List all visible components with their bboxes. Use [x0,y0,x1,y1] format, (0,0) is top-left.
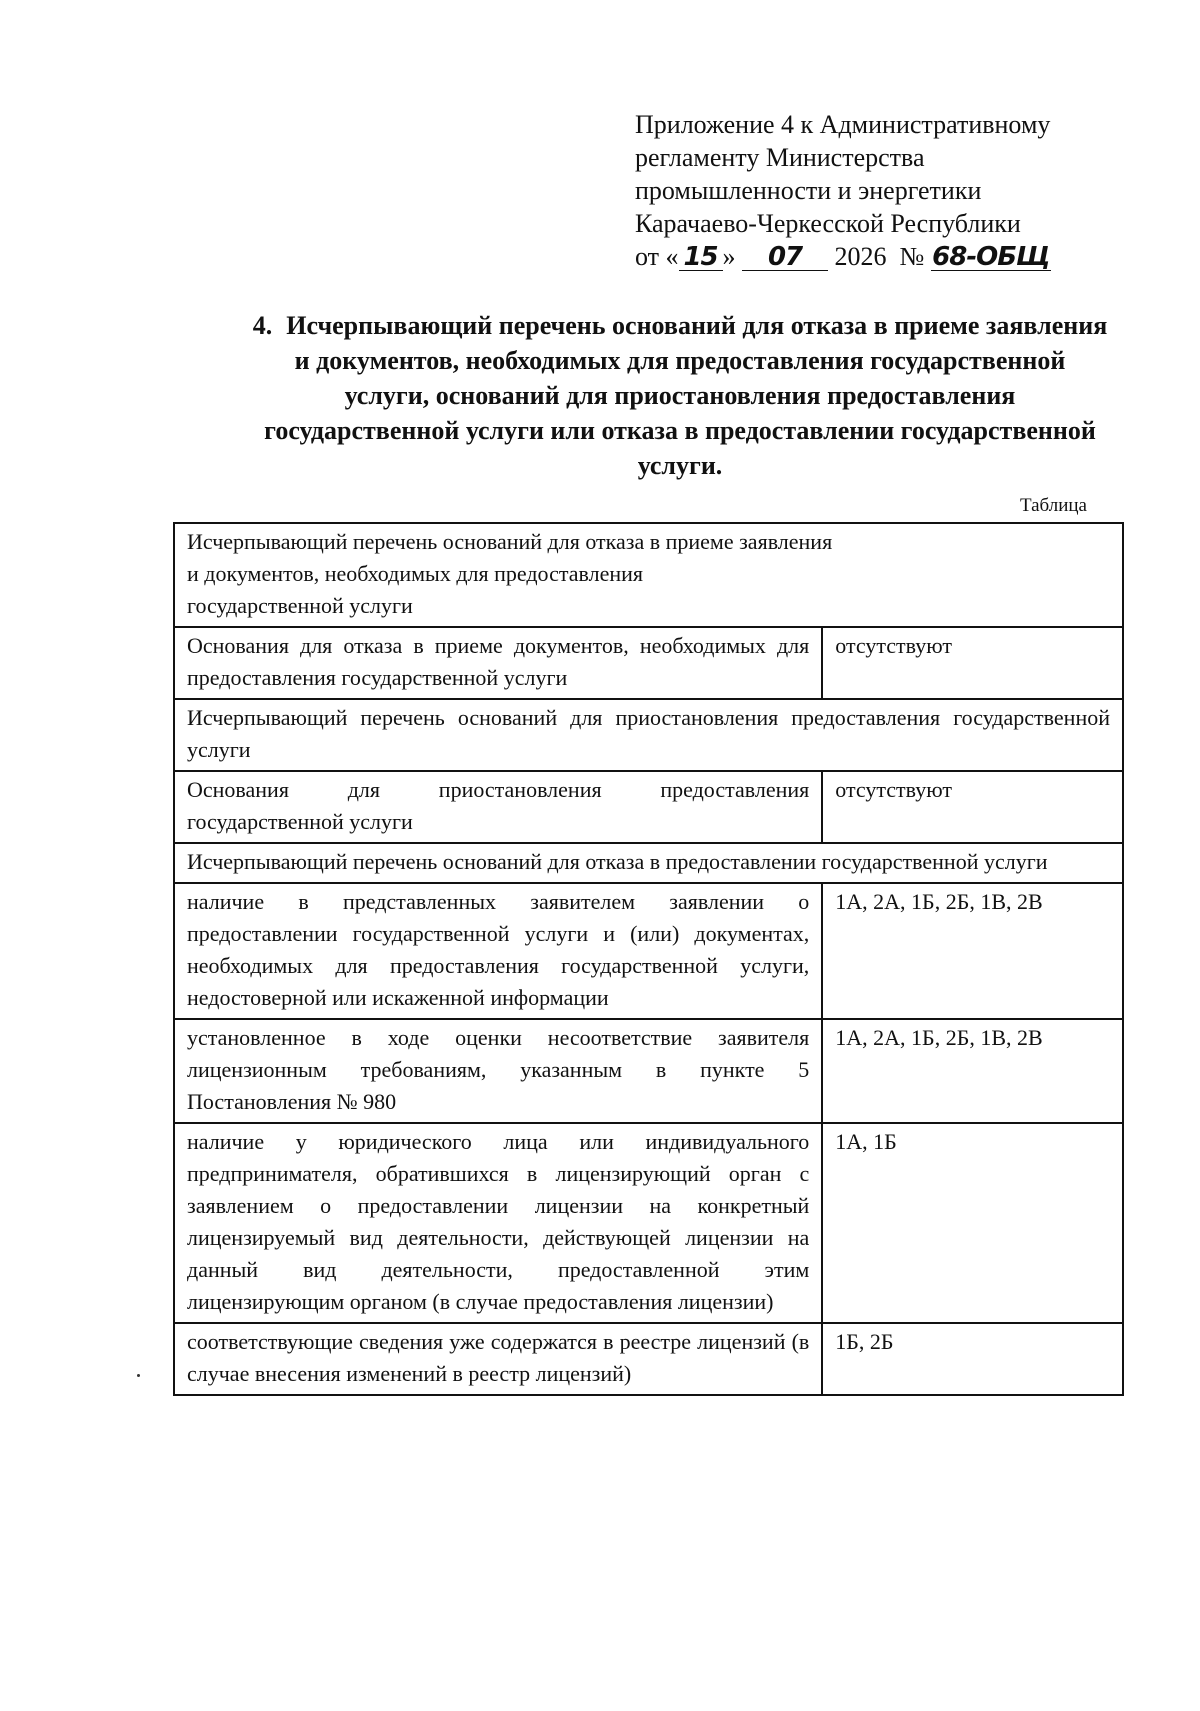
scan-speck [137,1374,140,1377]
attachment-line-1: Приложение 4 к Административному [635,110,1051,139]
header-line: государственной услуги [187,593,413,618]
table-cell-ground: Основания для отказа в приеме документов, необходимых для предоставления государственной услуги [174,627,822,699]
date-month-handwritten: 07 [742,244,828,271]
date-prefix: от « [635,242,679,271]
table-row [174,1123,1123,1323]
section-heading [250,308,1110,483]
table-cell-value: 1А, 2А, 1Б, 2Б, 1В, 2В [822,1019,1123,1123]
header-line: и документов, необходимых для предоставления [187,561,644,586]
table-row [174,883,1123,1019]
table-row [174,771,1123,843]
table-row [174,627,1123,699]
section-number: 4. [252,311,273,340]
date-mid: » [722,242,736,271]
attachment-block [635,108,1115,273]
table-cell-section: Исчерпывающий перечень оснований для отказа в предоставлении государственной услуги [174,843,1123,883]
attachment-line-4: Карачаево-Черкесской Республики [635,209,1021,238]
table-cell-value: 1А, 2А, 1Б, 2Б, 1В, 2В [822,883,1123,1019]
section-title: Исчерпывающий перечень оснований для отказа в приеме заявления и документов, необходимых для предоставления государственной услуги, оснований для приостановления предоставления государственной услуги или отказа в предоставлении государственной услуги. [264,311,1108,480]
number-sign: № [899,242,925,271]
table-row [174,523,1123,627]
table-cell-ground: Основания для приостановления предоставления государственной услуги [174,771,822,843]
table-cell-ground: наличие в представленных заявителем заявлении о предоставлении государственной услуги и (или) документах, необходимых для предоставления государственной услуги, недостоверной или искаженной информации [174,883,822,1019]
table-cell-value: 1А, 1Б [822,1123,1123,1323]
table-row [174,1019,1123,1123]
table-row [174,699,1123,771]
table-cell-value: отсутствуют [822,627,1123,699]
attachment-line-2: регламенту Министерства [635,143,925,172]
date-year: 2026 [834,242,887,271]
table-caption: Таблица [1019,495,1087,516]
table-cell-section: Исчерпывающий перечень оснований для приостановления предоставления государственной услуги [174,699,1123,771]
table-cell-ground: наличие у юридического лица или индивидуального предпринимателя, обратившихся в лицензирующий орган с заявлением о предоставлении лицензии на конкретный лицензируемый вид деятельности, действующей лицензии на данный вид деятельности, предоставленной этим лицензирующим органом (в случае предоставления лицензии) [174,1123,822,1323]
date-day-handwritten: 15 [679,244,723,271]
table-cell-value: 1Б, 2Б [822,1323,1123,1395]
table-cell-ground: установленное в ходе оценки несоответствие заявителя лицензионным требованиям, указанным в пункте 5 Постановления № 980 [174,1019,822,1123]
table-cell-ground: соответствующие сведения уже содержатся в реестре лицензий (в случае внесения изменений в реестр лицензий) [174,1323,822,1395]
document-number-handwritten: 68-ОБЩ [932,242,1050,272]
attachment-date-line [635,240,1115,273]
attachment-line-3: промышленности и энергетики [635,176,982,205]
table-cell-value: отсутствуют [822,771,1123,843]
table-row [174,843,1123,883]
table-row [174,1323,1123,1395]
table-cell-header [174,523,1123,627]
header-line: Исчерпывающий перечень оснований для отказа в приеме заявления [187,529,833,554]
grounds-table [173,522,1124,1396]
